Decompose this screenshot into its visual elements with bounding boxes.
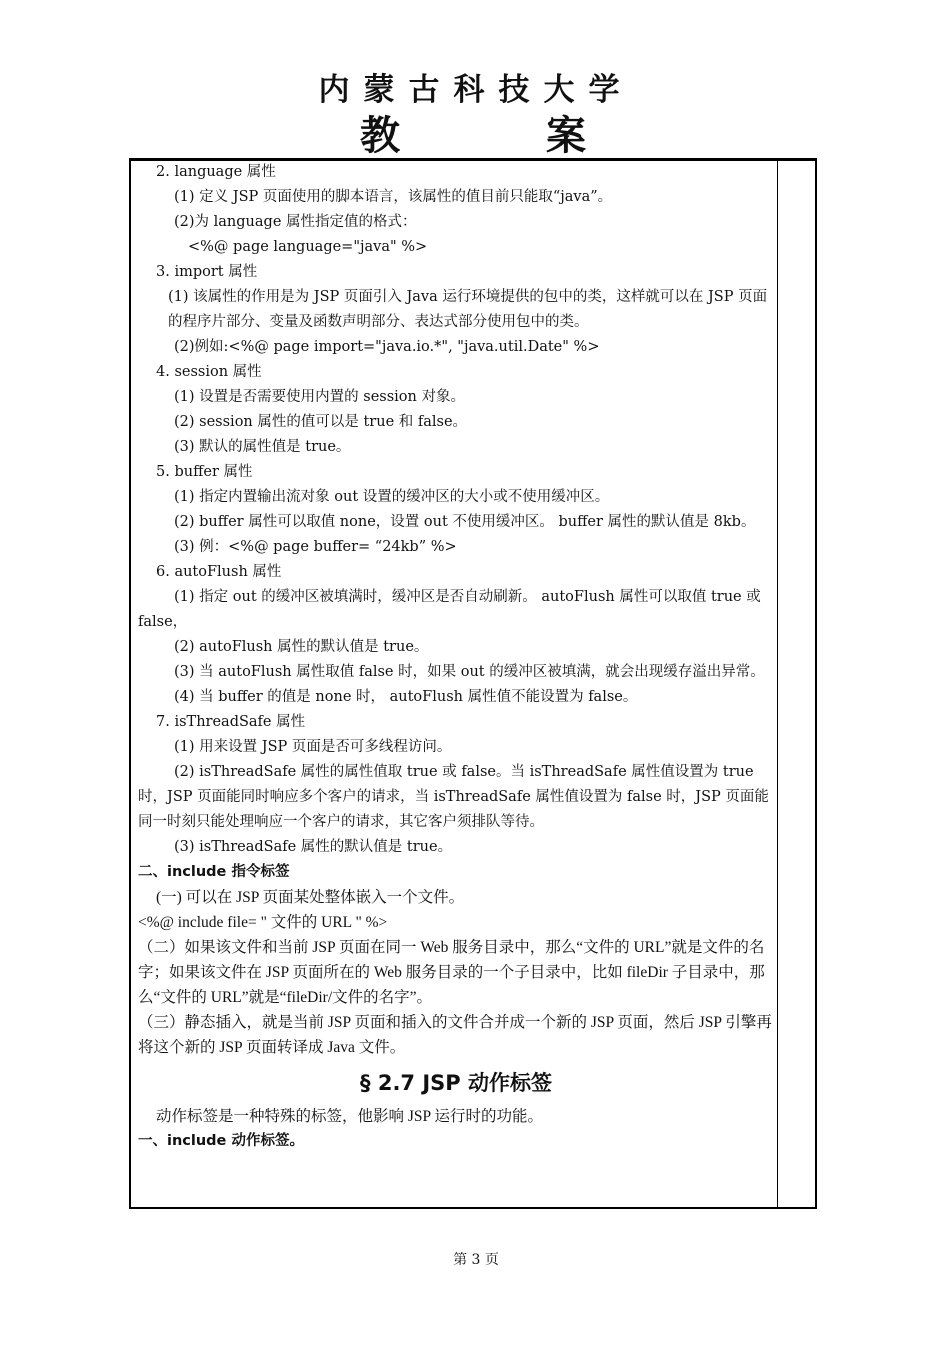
text-line: (3) 例：<%@ page buffer= “24kb” %> (174, 539, 457, 555)
heading-session: 4. session 属性 (156, 364, 262, 380)
text-line: (2)为 language 属性指定值的格式： (174, 214, 417, 230)
heading-buffer: 5. buffer 属性 (156, 464, 253, 480)
text-line: (1) 指定内置输出流对象 out 设置的缓冲区的大小或不使用缓冲区。 (174, 489, 610, 505)
text-line: (2) isThreadSafe 属性的属性值取 true 或 false。当 isThreadSafe 属性值设置为 true 时，JSP 页面能同时响应多个客户的请求，当 isThreadSafe 属性值设置为 false 时，JSP 页面能同一时刻只能处理响应一个客户的请求，其它客户须排队等待。 (138, 764, 769, 830)
heading-import: 3. import 属性 (156, 264, 258, 280)
text-line: (1) 该属性的作用是为 JSP 页面引入 Java 运行环境提供的包中的类，这样就可以在 JSP 页面的程序片部分、变量及函数声明部分、表达式部分使用包中的类。 (168, 289, 768, 330)
text-line: (3) isThreadSafe 属性的默认值是 true。 (174, 839, 453, 855)
text-line: (1) 用来设置 JSP 页面是否可多线程访问。 (174, 739, 452, 755)
text-line: (3) 默认的属性值是 true。 (174, 439, 351, 455)
heading-isthreadsafe: 7. isThreadSafe 属性 (156, 714, 306, 730)
code-line: <%@ include file= " 文件的 URL " %> (138, 914, 388, 931)
text-line: (2) autoFlush 属性的默认值是 true。 (174, 639, 429, 655)
heading-autoflush: 6. autoFlush 属性 (156, 564, 282, 580)
code-line: <%@ page language="java" %> (188, 239, 428, 255)
text-line: (2) session 属性的值可以是 true 和 false。 (174, 414, 468, 430)
text-line: (一) 可以在 JSP 页面某处整体嵌入一个文件。 (156, 889, 465, 906)
text-line: (2)例如:<%@ page import="java.io.*", "java.util.Date" %> (174, 339, 600, 355)
heading-include-action: 一、include 动作标签。 (138, 1133, 304, 1149)
text-line: (3) 当 autoFlush 属性取值 false 时，如果 out 的缓冲区被填满，就会出现缓存溢出异常。 (174, 664, 765, 680)
text-line: (1) 定义 JSP 页面使用的脚本语言，该属性的值目前只能取“java”。 (174, 189, 613, 205)
lesson-content (138, 160, 774, 1154)
text-line: (2) buffer 属性可以取值 none，设置 out 不使用缓冲区。 buffer 属性的默认值是 8kb。 (174, 514, 756, 530)
section-title: § 2.7 JSP 动作标签 (360, 1071, 552, 1095)
text-line: （二）如果该文件和当前 JSP 页面在同一 Web 服务目录中，那么“文件的 URL”就是文件的名字；如果该文件在 JSP 页面所在的 Web 服务目录的一个子目录中，比如 fileDir 子目录中，那么“文件的 URL”就是“fileDir/文件的名字”。 (138, 939, 765, 1006)
text-line: (1) 指定 out 的缓冲区被填满时，缓冲区是否自动刷新。 autoFlush 属性可以取值 true 或 false， (138, 589, 761, 630)
page-number: 第 3 页 (453, 1252, 499, 1268)
text-line: (1) 设置是否需要使用内置的 session 对象。 (174, 389, 465, 405)
text-line: 动作标签是一种特殊的标签，他影响 JSP 运行时的功能。 (156, 1108, 543, 1125)
text-line: (4) 当 buffer 的值是 none 时， autoFlush 属性值不能设置为 false。 (174, 689, 638, 705)
column-separator (777, 161, 778, 1207)
text-line: （三）静态插入，就是当前 JSP 页面和插入的文件合并成一个新的 JSP 页面，然后 JSP 引擎再将这个新的 JSP 页面转译成 Java 文件。 (138, 1014, 772, 1056)
heading-include-directive: 二、include 指令标签 (138, 864, 290, 880)
heading-language: 2. language 属性 (156, 164, 276, 180)
document-type-title: 教 案 (360, 113, 652, 159)
university-title: 内蒙古科技大学 (318, 72, 634, 108)
